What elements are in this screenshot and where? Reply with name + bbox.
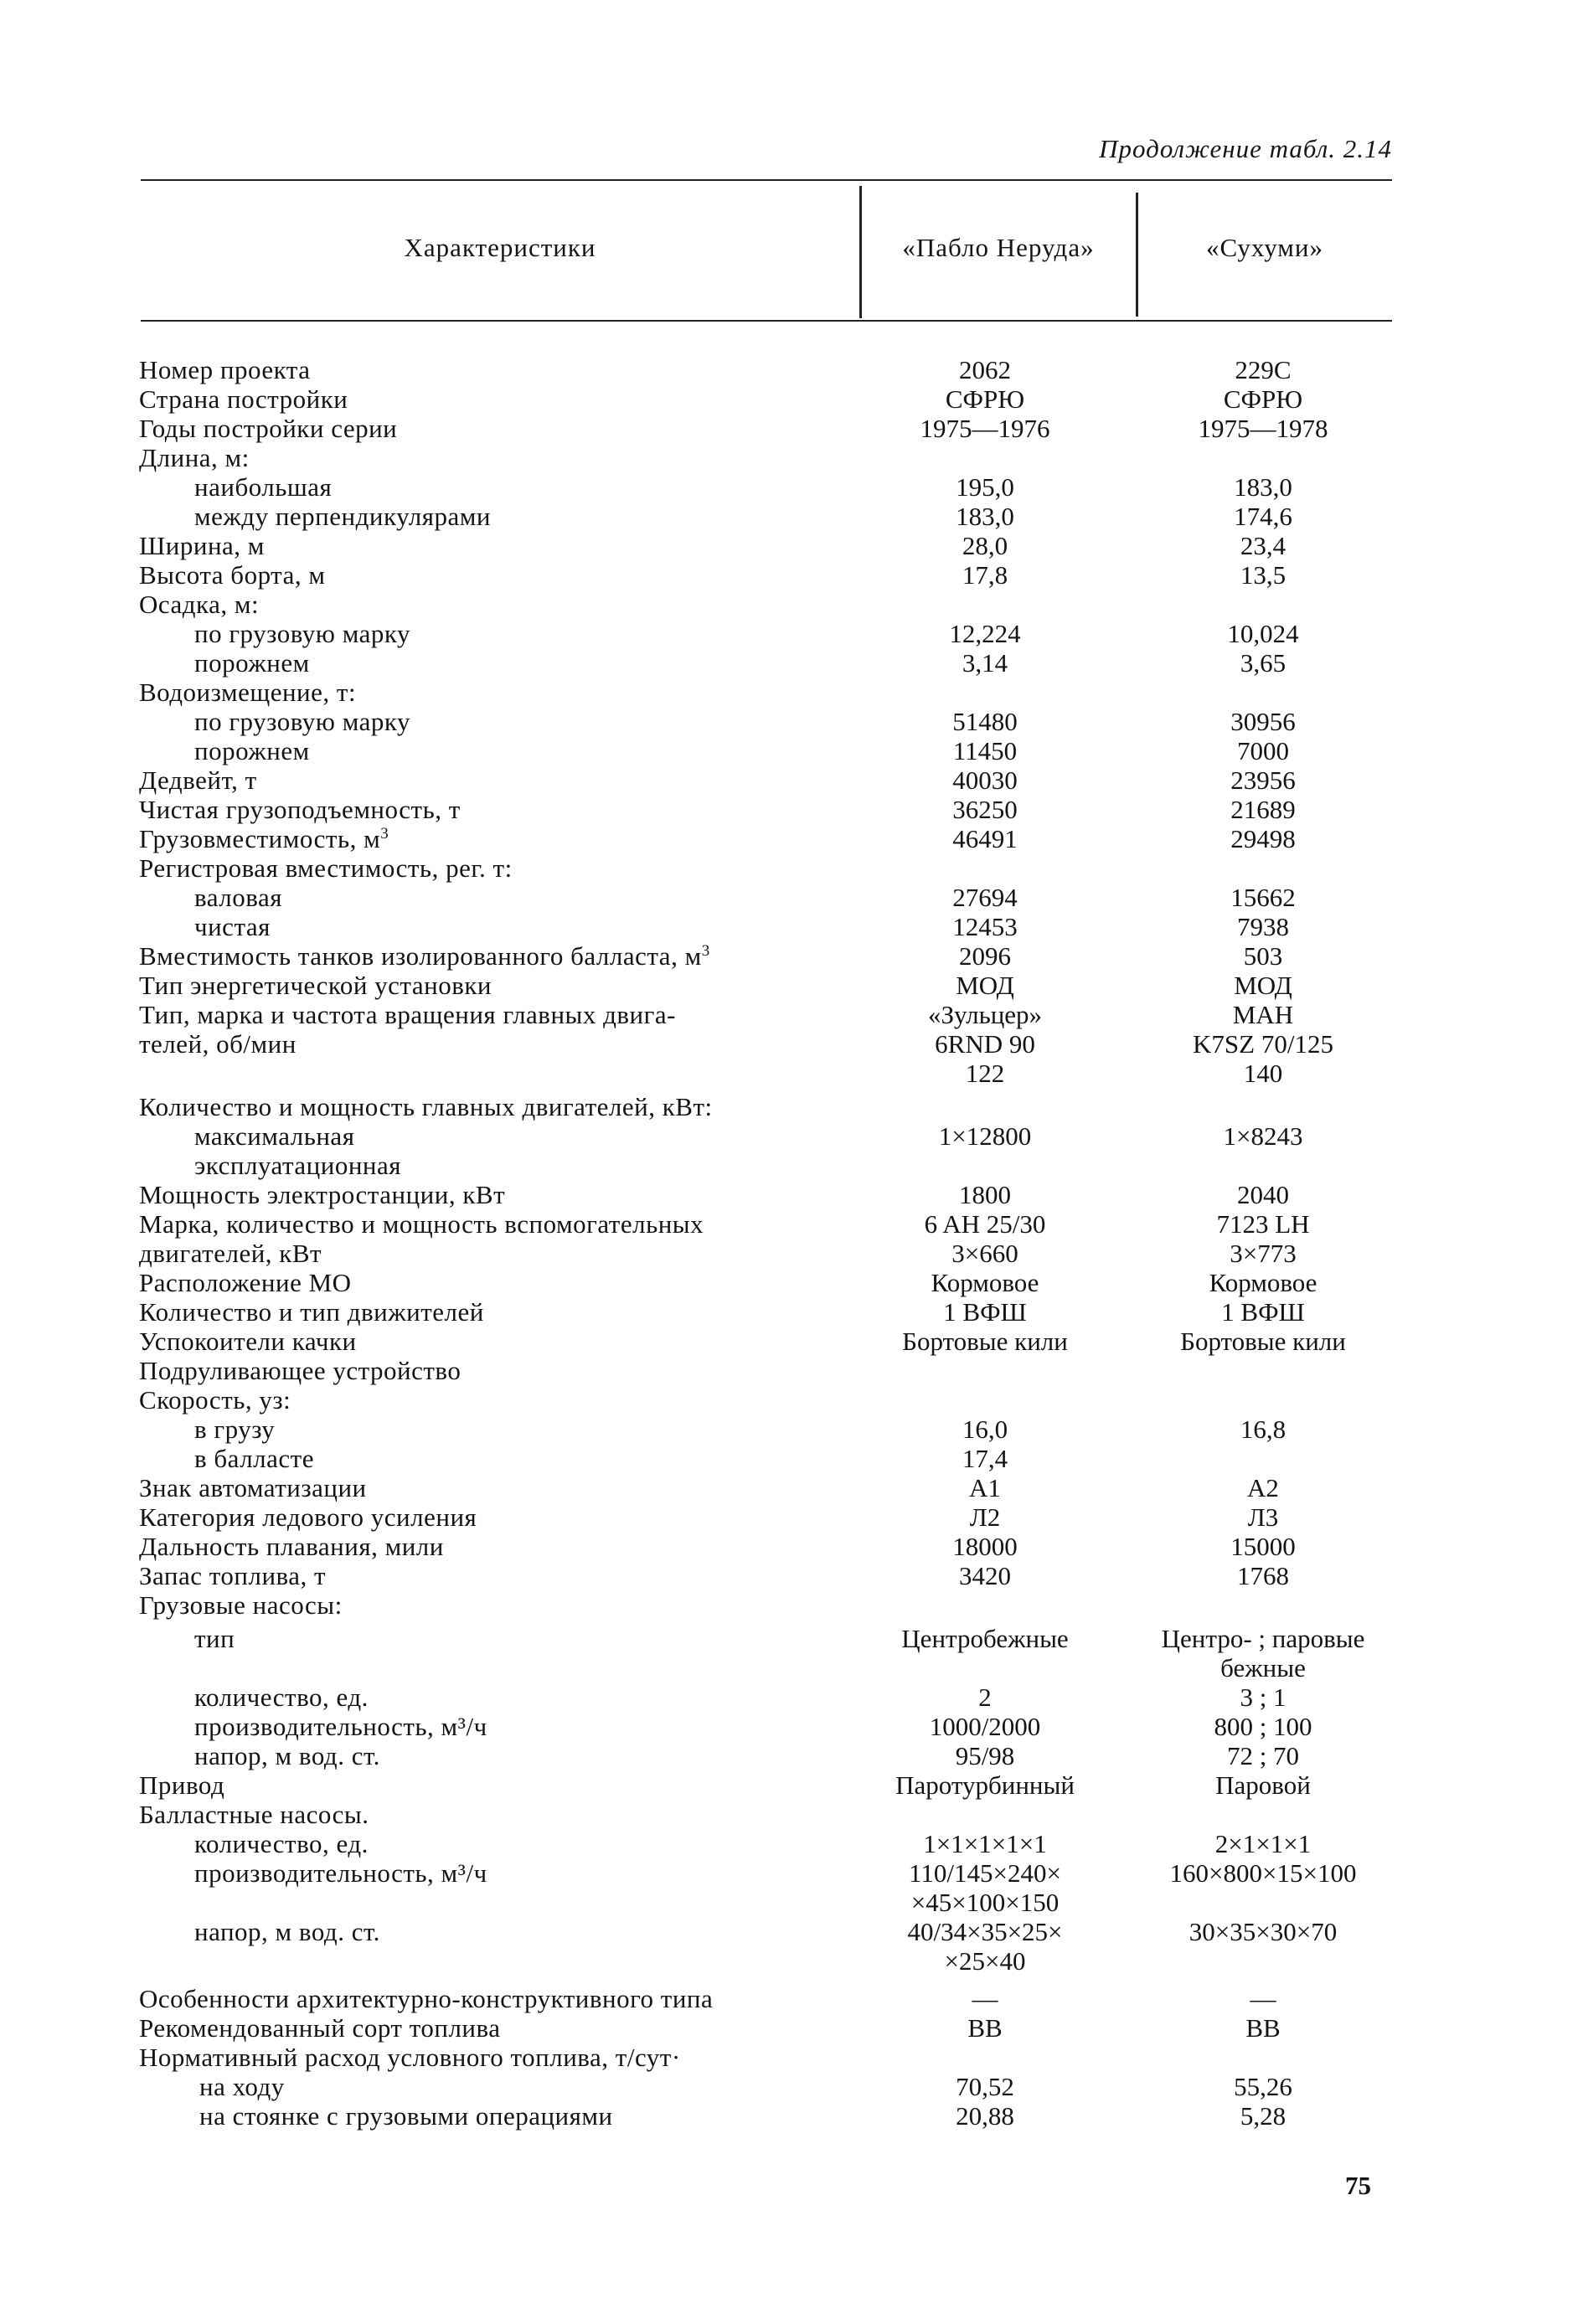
- row-label-text: Грузовые насосы:: [139, 1590, 343, 1620]
- row-label-text: порожнем: [194, 648, 310, 678]
- row-label-text: по грузовую марку: [194, 619, 410, 648]
- value-pablo-neruda: 17,4: [962, 1444, 1008, 1473]
- value-pablo-neruda: 16,0: [962, 1414, 1008, 1444]
- table-row: [0, 414, 1583, 444]
- header-bottom-rule: [141, 320, 1392, 322]
- row-label-text: Страна постройки: [139, 384, 348, 414]
- value-sukhumi: 1768: [1237, 1561, 1289, 1590]
- table-row: [0, 2043, 1583, 2073]
- row-label: [194, 1682, 369, 1713]
- row-label-text: валовая: [194, 883, 282, 912]
- row-label: [139, 853, 513, 884]
- value-pablo-neruda: 110/145×240×: [909, 1858, 1061, 1888]
- row-label: [139, 1268, 352, 1298]
- value-sukhumi: Л3: [1247, 1502, 1279, 1532]
- value-pablo-neruda: 40/34×35×25×: [907, 1917, 1063, 1946]
- table-row: [0, 648, 1583, 678]
- row-label-text: количество, ед.: [194, 1682, 369, 1712]
- row-label-text: эксплуатационная: [194, 1151, 402, 1180]
- value-sukhumi: 229С: [1235, 355, 1292, 384]
- value-pablo-neruda: 28,0: [962, 531, 1008, 560]
- row-label: [139, 1984, 713, 2014]
- row-label-text: Номер проекта: [139, 355, 311, 384]
- value-sukhumi: 21689: [1230, 795, 1296, 824]
- row-label-text: Категория ледового усиления: [139, 1502, 477, 1532]
- value-sukhumi: 15662: [1230, 883, 1296, 912]
- row-label-text: Дедвейт, т: [139, 765, 257, 795]
- row-label-text: Регистровая вместимость, рег. т:: [139, 853, 513, 883]
- value-sukhumi: бежные: [1220, 1653, 1306, 1682]
- value-sukhumi: 30×35×30×70: [1189, 1917, 1338, 1946]
- row-label: [139, 414, 397, 444]
- row-label-text: количество, ед.: [194, 1829, 369, 1858]
- table-row: [0, 619, 1583, 649]
- row-label: [139, 2013, 501, 2043]
- row-label: [194, 707, 410, 737]
- row-label: [194, 1121, 354, 1152]
- row-label-text: Привод: [139, 1770, 225, 1800]
- table-row: [0, 1239, 1583, 1269]
- row-label-text: Грузовместимость, м: [139, 824, 381, 853]
- table-row: [0, 1561, 1583, 1591]
- row-label: [139, 590, 259, 620]
- table-row: [0, 531, 1583, 561]
- value-pablo-neruda: 3×660: [951, 1239, 1018, 1268]
- table-row: [0, 355, 1583, 385]
- row-label: [194, 472, 332, 502]
- value-pablo-neruda: Л2: [969, 1502, 1001, 1532]
- value-pablo-neruda: 6 AH 25/30: [924, 1209, 1046, 1239]
- table-row: [0, 1984, 1583, 2014]
- value-sukhumi: 3 ; 1: [1240, 1682, 1287, 1712]
- row-label: [194, 736, 310, 766]
- value-pablo-neruda: Центробежные: [901, 1624, 1069, 1653]
- row-label: [194, 1858, 487, 1889]
- row-label: [194, 648, 310, 678]
- value-pablo-neruda: —: [972, 1984, 998, 2013]
- table-row: [0, 678, 1583, 708]
- row-label-text: на стоянке с грузовыми операциями: [199, 2101, 613, 2131]
- value-pablo-neruda: 40030: [952, 765, 1018, 795]
- value-sukhumi: 183,0: [1234, 472, 1292, 502]
- row-label-text: Расположение МО: [139, 1268, 352, 1297]
- row-label: [139, 384, 348, 415]
- value-pablo-neruda: 70,52: [956, 2072, 1014, 2101]
- row-label: [194, 1151, 401, 1181]
- value-pablo-neruda: A1: [969, 1473, 1001, 1502]
- value-sukhumi: 23,4: [1240, 531, 1287, 560]
- table-row: [0, 765, 1583, 796]
- table-row: [0, 560, 1583, 590]
- row-label-text: Нормативный расход условного топлива, т/сут·: [139, 2043, 681, 2072]
- value-sukhumi: Паровой: [1215, 1770, 1311, 1800]
- row-label: [194, 1741, 380, 1771]
- table-row: [0, 1209, 1583, 1239]
- value-pablo-neruda: ×25×40: [944, 1946, 1026, 1976]
- row-label-text: Успокоители качки: [139, 1327, 357, 1356]
- table-row: [0, 1297, 1583, 1327]
- row-label: [139, 678, 356, 708]
- value-pablo-neruda: МОД: [956, 971, 1014, 1000]
- table-row: [0, 2101, 1583, 2131]
- row-label-text: Дальность плавания, мили: [139, 1532, 444, 1561]
- value-sukhumi: 1×8243: [1223, 1121, 1303, 1151]
- value-pablo-neruda: 51480: [952, 707, 1018, 736]
- value-pablo-neruda: Паротурбинный: [895, 1770, 1075, 1800]
- row-label: [194, 912, 271, 942]
- row-label: [139, 355, 311, 385]
- row-label-text: производительность, м³/ч: [194, 1712, 487, 1741]
- value-sukhumi: 2040: [1237, 1180, 1289, 1209]
- value-pablo-neruda: 12,224: [949, 619, 1021, 648]
- table-row: [0, 1414, 1583, 1445]
- row-label: [199, 2101, 613, 2131]
- table-row: [0, 941, 1583, 971]
- value-sukhumi: ВВ: [1245, 2013, 1281, 2043]
- value-pablo-neruda: 12453: [952, 912, 1018, 941]
- row-label-text: наибольшая: [194, 472, 333, 502]
- table-row: [0, 883, 1583, 913]
- row-label: [194, 1712, 487, 1742]
- value-pablo-neruda: 11450: [952, 736, 1018, 765]
- row-label: [139, 1532, 444, 1562]
- row-label-text: Знак автоматизации: [139, 1473, 367, 1502]
- table-row: [0, 443, 1583, 473]
- row-label: [139, 1590, 343, 1621]
- row-label: [194, 1624, 235, 1654]
- row-label: [139, 1239, 322, 1269]
- table-row: [0, 1092, 1583, 1122]
- value-pablo-neruda: 1000/2000: [929, 1712, 1041, 1741]
- table-row: [0, 1268, 1583, 1298]
- value-pablo-neruda: Бортовые кили: [902, 1327, 1068, 1356]
- row-label-text: двигателей, кВт: [139, 1239, 322, 1268]
- row-label: [139, 824, 389, 854]
- value-pablo-neruda: 183,0: [956, 502, 1014, 531]
- table-row: [0, 1858, 1583, 1889]
- table-row: [0, 1502, 1583, 1533]
- table-row: [0, 1653, 1583, 1683]
- unit-superscript: 3: [380, 825, 389, 843]
- value-sukhumi: 1 ВФШ: [1221, 1297, 1305, 1327]
- value-pablo-neruda: СФРЮ: [945, 384, 1025, 414]
- row-label: [194, 1414, 275, 1445]
- row-label-text: Количество и мощность главных двигателей, кВт:: [139, 1092, 713, 1121]
- value-pablo-neruda: Кормовое: [931, 1268, 1039, 1297]
- table-row: [0, 795, 1583, 825]
- value-sukhumi: 7000: [1237, 736, 1289, 765]
- row-label: [139, 971, 492, 1001]
- row-label-text: напор, м вод. ст.: [194, 1917, 380, 1946]
- value-pablo-neruda: ×45×100×150: [910, 1888, 1060, 1917]
- row-label: [194, 502, 491, 532]
- value-sukhumi: 3×773: [1230, 1239, 1297, 1268]
- table-row: [0, 736, 1583, 766]
- value-sukhumi: 160×800×15×100: [1169, 1858, 1357, 1888]
- value-pablo-neruda: 122: [965, 1059, 1005, 1088]
- value-pablo-neruda: «Зульцер»: [927, 1000, 1043, 1029]
- header-pablo-neruda: «Пабло Неруда»: [902, 233, 1095, 262]
- value-sukhumi: 10,024: [1227, 619, 1299, 648]
- value-sukhumi: 1975—1978: [1198, 414, 1328, 443]
- value-sukhumi: K7SZ 70/125: [1193, 1029, 1333, 1059]
- value-pablo-neruda: 1 ВФШ: [943, 1297, 1027, 1327]
- row-label-text: Скорость, уз:: [139, 1385, 291, 1414]
- table-row: [0, 502, 1583, 532]
- value-sukhumi: —: [1250, 1984, 1276, 2013]
- table-top-rule: [141, 179, 1392, 181]
- value-pablo-neruda: 46491: [952, 824, 1018, 853]
- row-label: [139, 1029, 296, 1059]
- table-row: [0, 971, 1583, 1001]
- row-label-text: Ширина, м: [139, 531, 265, 560]
- value-pablo-neruda: 95/98: [955, 1741, 1015, 1770]
- row-label-text: Тип, марка и частота вращения главных двига-: [139, 1000, 676, 1029]
- row-label: [139, 1561, 326, 1591]
- value-sukhumi: A2: [1247, 1473, 1279, 1502]
- row-label-text: Вместимость танков изолированного балласта, м: [139, 941, 702, 971]
- row-label-text: напор, м вод. ст.: [194, 1741, 380, 1770]
- row-label: [139, 941, 710, 971]
- value-sukhumi: 16,8: [1240, 1414, 1287, 1444]
- table-row: [0, 1682, 1583, 1713]
- row-label: [139, 1180, 505, 1210]
- value-pablo-neruda: 2062: [959, 355, 1011, 384]
- row-label-text: в грузу: [194, 1414, 276, 1444]
- value-sukhumi: СФРЮ: [1223, 384, 1303, 414]
- table-row: [0, 1770, 1583, 1801]
- value-sukhumi: 29498: [1230, 824, 1296, 853]
- header-sukhumi: «Сухуми»: [1205, 233, 1324, 262]
- row-label-text: Длина, м:: [139, 443, 250, 472]
- row-label: [139, 1800, 369, 1830]
- value-pablo-neruda: 2096: [959, 941, 1011, 971]
- value-sukhumi: 503: [1243, 941, 1283, 971]
- row-label-text: Водоизмещение, т:: [139, 678, 357, 707]
- value-pablo-neruda: 2: [978, 1682, 992, 1712]
- table-row: [0, 1180, 1583, 1210]
- table-row: [0, 1532, 1583, 1562]
- table-row: [0, 1000, 1583, 1030]
- row-label-text: между перпендикулярами: [194, 502, 491, 531]
- table-row: [0, 1444, 1583, 1474]
- row-label: [139, 1356, 461, 1386]
- value-sukhumi: 7123 LH: [1216, 1209, 1310, 1239]
- row-label: [139, 531, 265, 561]
- table-row: [0, 590, 1583, 620]
- value-sukhumi: 15000: [1230, 1532, 1296, 1561]
- value-sukhumi: 23956: [1230, 765, 1296, 795]
- value-pablo-neruda: 1800: [959, 1180, 1011, 1209]
- row-label-text: Годы постройки серии: [139, 414, 398, 443]
- table-row: [0, 1121, 1583, 1152]
- row-label-text: чистая: [194, 912, 271, 941]
- table-row: [0, 1800, 1583, 1830]
- row-label: [199, 2072, 285, 2102]
- table-row: [0, 1624, 1583, 1654]
- row-label: [139, 560, 325, 590]
- value-sukhumi: Кормовое: [1209, 1268, 1317, 1297]
- row-label: [139, 1473, 367, 1503]
- row-label-text: Марка, количество и мощность вспомогательных: [139, 1209, 704, 1239]
- table-row: [0, 853, 1583, 884]
- value-sukhumi: 55,26: [1234, 2072, 1292, 2101]
- row-label-text: Высота борта, м: [139, 560, 326, 590]
- row-label-text: Чистая грузоподъемность, т: [139, 795, 461, 824]
- table-row: [0, 1590, 1583, 1621]
- value-sukhumi: 72 ; 70: [1226, 1741, 1300, 1770]
- row-label-text: Тип энергетической установки: [139, 971, 492, 1000]
- row-label: [194, 1917, 380, 1947]
- table-row: [0, 1151, 1583, 1181]
- row-label-text: в балласте: [194, 1444, 314, 1473]
- row-label-text: Подруливающее устройство: [139, 1356, 461, 1385]
- value-pablo-neruda: 17,8: [962, 560, 1008, 590]
- table-row: [0, 2013, 1583, 2043]
- row-label-text: тип: [194, 1624, 235, 1653]
- row-label-text: Запас топлива, т: [139, 1561, 327, 1590]
- value-sukhumi: 800 ; 100: [1214, 1712, 1312, 1741]
- row-label: [139, 2043, 681, 2073]
- value-pablo-neruda: 6RND 90: [935, 1029, 1035, 1059]
- value-pablo-neruda: 1×12800: [938, 1121, 1032, 1151]
- table-row: [0, 1917, 1583, 1947]
- value-sukhumi: 7938: [1237, 912, 1289, 941]
- row-label-text: Особенности архитектурно-конструктивного типа: [139, 1984, 714, 2013]
- value-pablo-neruda: 20,88: [956, 2101, 1014, 2131]
- value-sukhumi: МАН: [1232, 1000, 1294, 1029]
- row-label: [139, 1092, 713, 1122]
- value-pablo-neruda: 3,14: [962, 648, 1008, 678]
- row-label: [194, 1444, 314, 1474]
- value-pablo-neruda: 195,0: [956, 472, 1014, 502]
- row-label: [139, 1209, 704, 1239]
- row-label-text: Мощность электростанции, кВт: [139, 1180, 506, 1209]
- value-sukhumi: 5,28: [1240, 2101, 1287, 2131]
- value-sukhumi: 13,5: [1240, 560, 1287, 590]
- value-sukhumi: Центро- ; паровые: [1161, 1624, 1365, 1653]
- value-sukhumi: 3,65: [1240, 648, 1287, 678]
- table-row: [0, 1712, 1583, 1742]
- value-sukhumi: Бортовые кили: [1180, 1327, 1346, 1356]
- row-label-text: на ходу: [199, 2072, 285, 2101]
- row-label-text: порожнем: [194, 736, 310, 765]
- row-label-text: Рекомендованный сорт топлива: [139, 2013, 501, 2043]
- value-pablo-neruda: 18000: [952, 1532, 1018, 1561]
- table-row: [0, 384, 1583, 415]
- table-row: [0, 1385, 1583, 1415]
- value-pablo-neruda: 1975—1976: [920, 414, 1050, 443]
- row-label: [139, 1770, 224, 1801]
- row-label: [139, 1297, 484, 1327]
- row-label-text: производительность, м³/ч: [194, 1858, 487, 1888]
- table-row: [0, 1029, 1583, 1059]
- value-sukhumi: МОД: [1234, 971, 1292, 1000]
- table-row: [0, 1829, 1583, 1859]
- row-label: [139, 1502, 477, 1533]
- table-row: [0, 1946, 1583, 1976]
- row-label: [139, 1327, 357, 1357]
- table-row: [0, 824, 1583, 854]
- table-row: [0, 1473, 1583, 1503]
- table-row: [0, 1059, 1583, 1089]
- table-row: [0, 1888, 1583, 1918]
- table-row: [0, 707, 1583, 737]
- value-sukhumi: 140: [1243, 1059, 1283, 1088]
- row-label-text: по грузовую марку: [194, 707, 410, 736]
- value-pablo-neruda: 1×1×1×1×1: [923, 1829, 1047, 1858]
- table-row: [0, 1741, 1583, 1771]
- row-label: [139, 795, 461, 825]
- value-pablo-neruda: 3420: [959, 1561, 1011, 1590]
- value-sukhumi: 30956: [1230, 707, 1296, 736]
- unit-superscript: 3: [701, 942, 710, 960]
- row-label-text: телей, об/мин: [139, 1029, 296, 1059]
- value-pablo-neruda: ВВ: [967, 2013, 1003, 2043]
- row-label-text: максимальная: [194, 1121, 355, 1151]
- row-label: [139, 765, 257, 796]
- table-row: [0, 1356, 1583, 1386]
- row-label-text: Количество и тип движителей: [139, 1297, 484, 1327]
- row-label: [194, 619, 410, 649]
- table-row: [0, 1327, 1583, 1357]
- header-characteristics: Характеристики: [404, 233, 596, 262]
- value-sukhumi: 2×1×1×1: [1214, 1829, 1312, 1858]
- value-pablo-neruda: 36250: [952, 795, 1018, 824]
- row-label: [139, 443, 250, 473]
- row-label: [194, 883, 282, 913]
- page-number: 75: [1345, 2171, 1371, 2200]
- table-row: [0, 472, 1583, 502]
- row-label-text: Осадка, м:: [139, 590, 260, 619]
- row-label: [139, 1385, 291, 1415]
- row-label: [139, 1000, 676, 1030]
- value-sukhumi: 174,6: [1234, 502, 1292, 531]
- table-row: [0, 2072, 1583, 2102]
- table-caption: Продолжение табл. 2.14: [1099, 134, 1392, 163]
- row-label: [194, 1829, 369, 1859]
- value-pablo-neruda: 27694: [952, 883, 1018, 912]
- table-row: [0, 912, 1583, 942]
- row-label-text: Балластные насосы.: [139, 1800, 369, 1829]
